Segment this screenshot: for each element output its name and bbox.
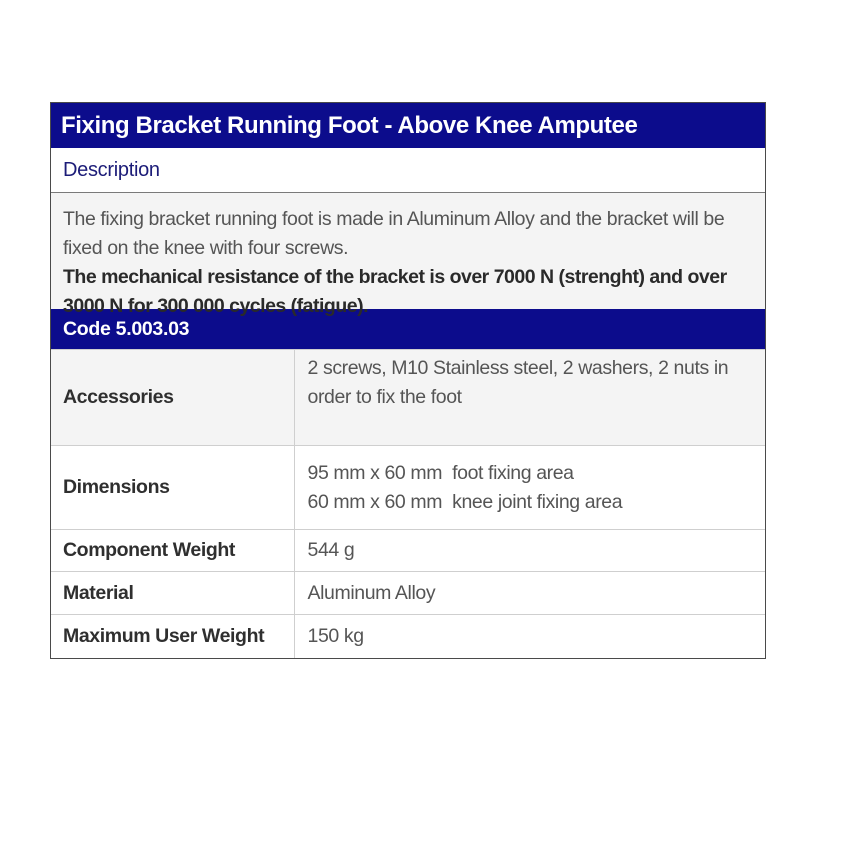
spec-label: Dimensions xyxy=(51,446,294,530)
product-spec-sheet xyxy=(50,102,766,659)
spec-row-accessories xyxy=(51,350,765,446)
spec-label: Material xyxy=(51,572,294,615)
spec-value xyxy=(294,446,765,530)
spec-label: Accessories xyxy=(51,350,294,446)
spec-value: 150 kg xyxy=(294,615,765,658)
specifications-table xyxy=(51,349,765,658)
spec-label: Maximum User Weight xyxy=(51,615,294,658)
product-title: Fixing Bracket Running Foot - Above Knee Amputee xyxy=(51,103,765,148)
spec-value: Aluminum Alloy xyxy=(294,572,765,615)
description-body xyxy=(51,193,765,317)
product-code: Code 5.003.03 xyxy=(51,309,765,349)
spec-row-dimensions xyxy=(51,446,765,530)
spec-value: 2 screws, M10 Stainless steel, 2 washers, 2 nuts in order to fix the foot xyxy=(294,350,765,446)
spec-label: Component Weight xyxy=(51,530,294,572)
description-text: The fixing bracket running foot is made in Aluminum Alloy and the bracket will be fixed on the knee with four screws. xyxy=(63,208,725,259)
description-heading: Description xyxy=(51,148,765,193)
spec-row-component-weight xyxy=(51,530,765,572)
spec-row-material xyxy=(51,572,765,615)
description-bold-text: The mechanical resistance of the bracket is over 7000 N (strenght) and over 3000 N for 300 000 cycles (fatigue). xyxy=(63,266,727,317)
spec-value: 544 g xyxy=(294,530,765,572)
spec-row-max-user-weight xyxy=(51,615,765,658)
dimension-line-foot: 95 mm x 60 mm foot fixing area xyxy=(307,461,574,484)
dimension-line-knee: 60 mm x 60 mm knee joint fixing area xyxy=(307,490,623,513)
